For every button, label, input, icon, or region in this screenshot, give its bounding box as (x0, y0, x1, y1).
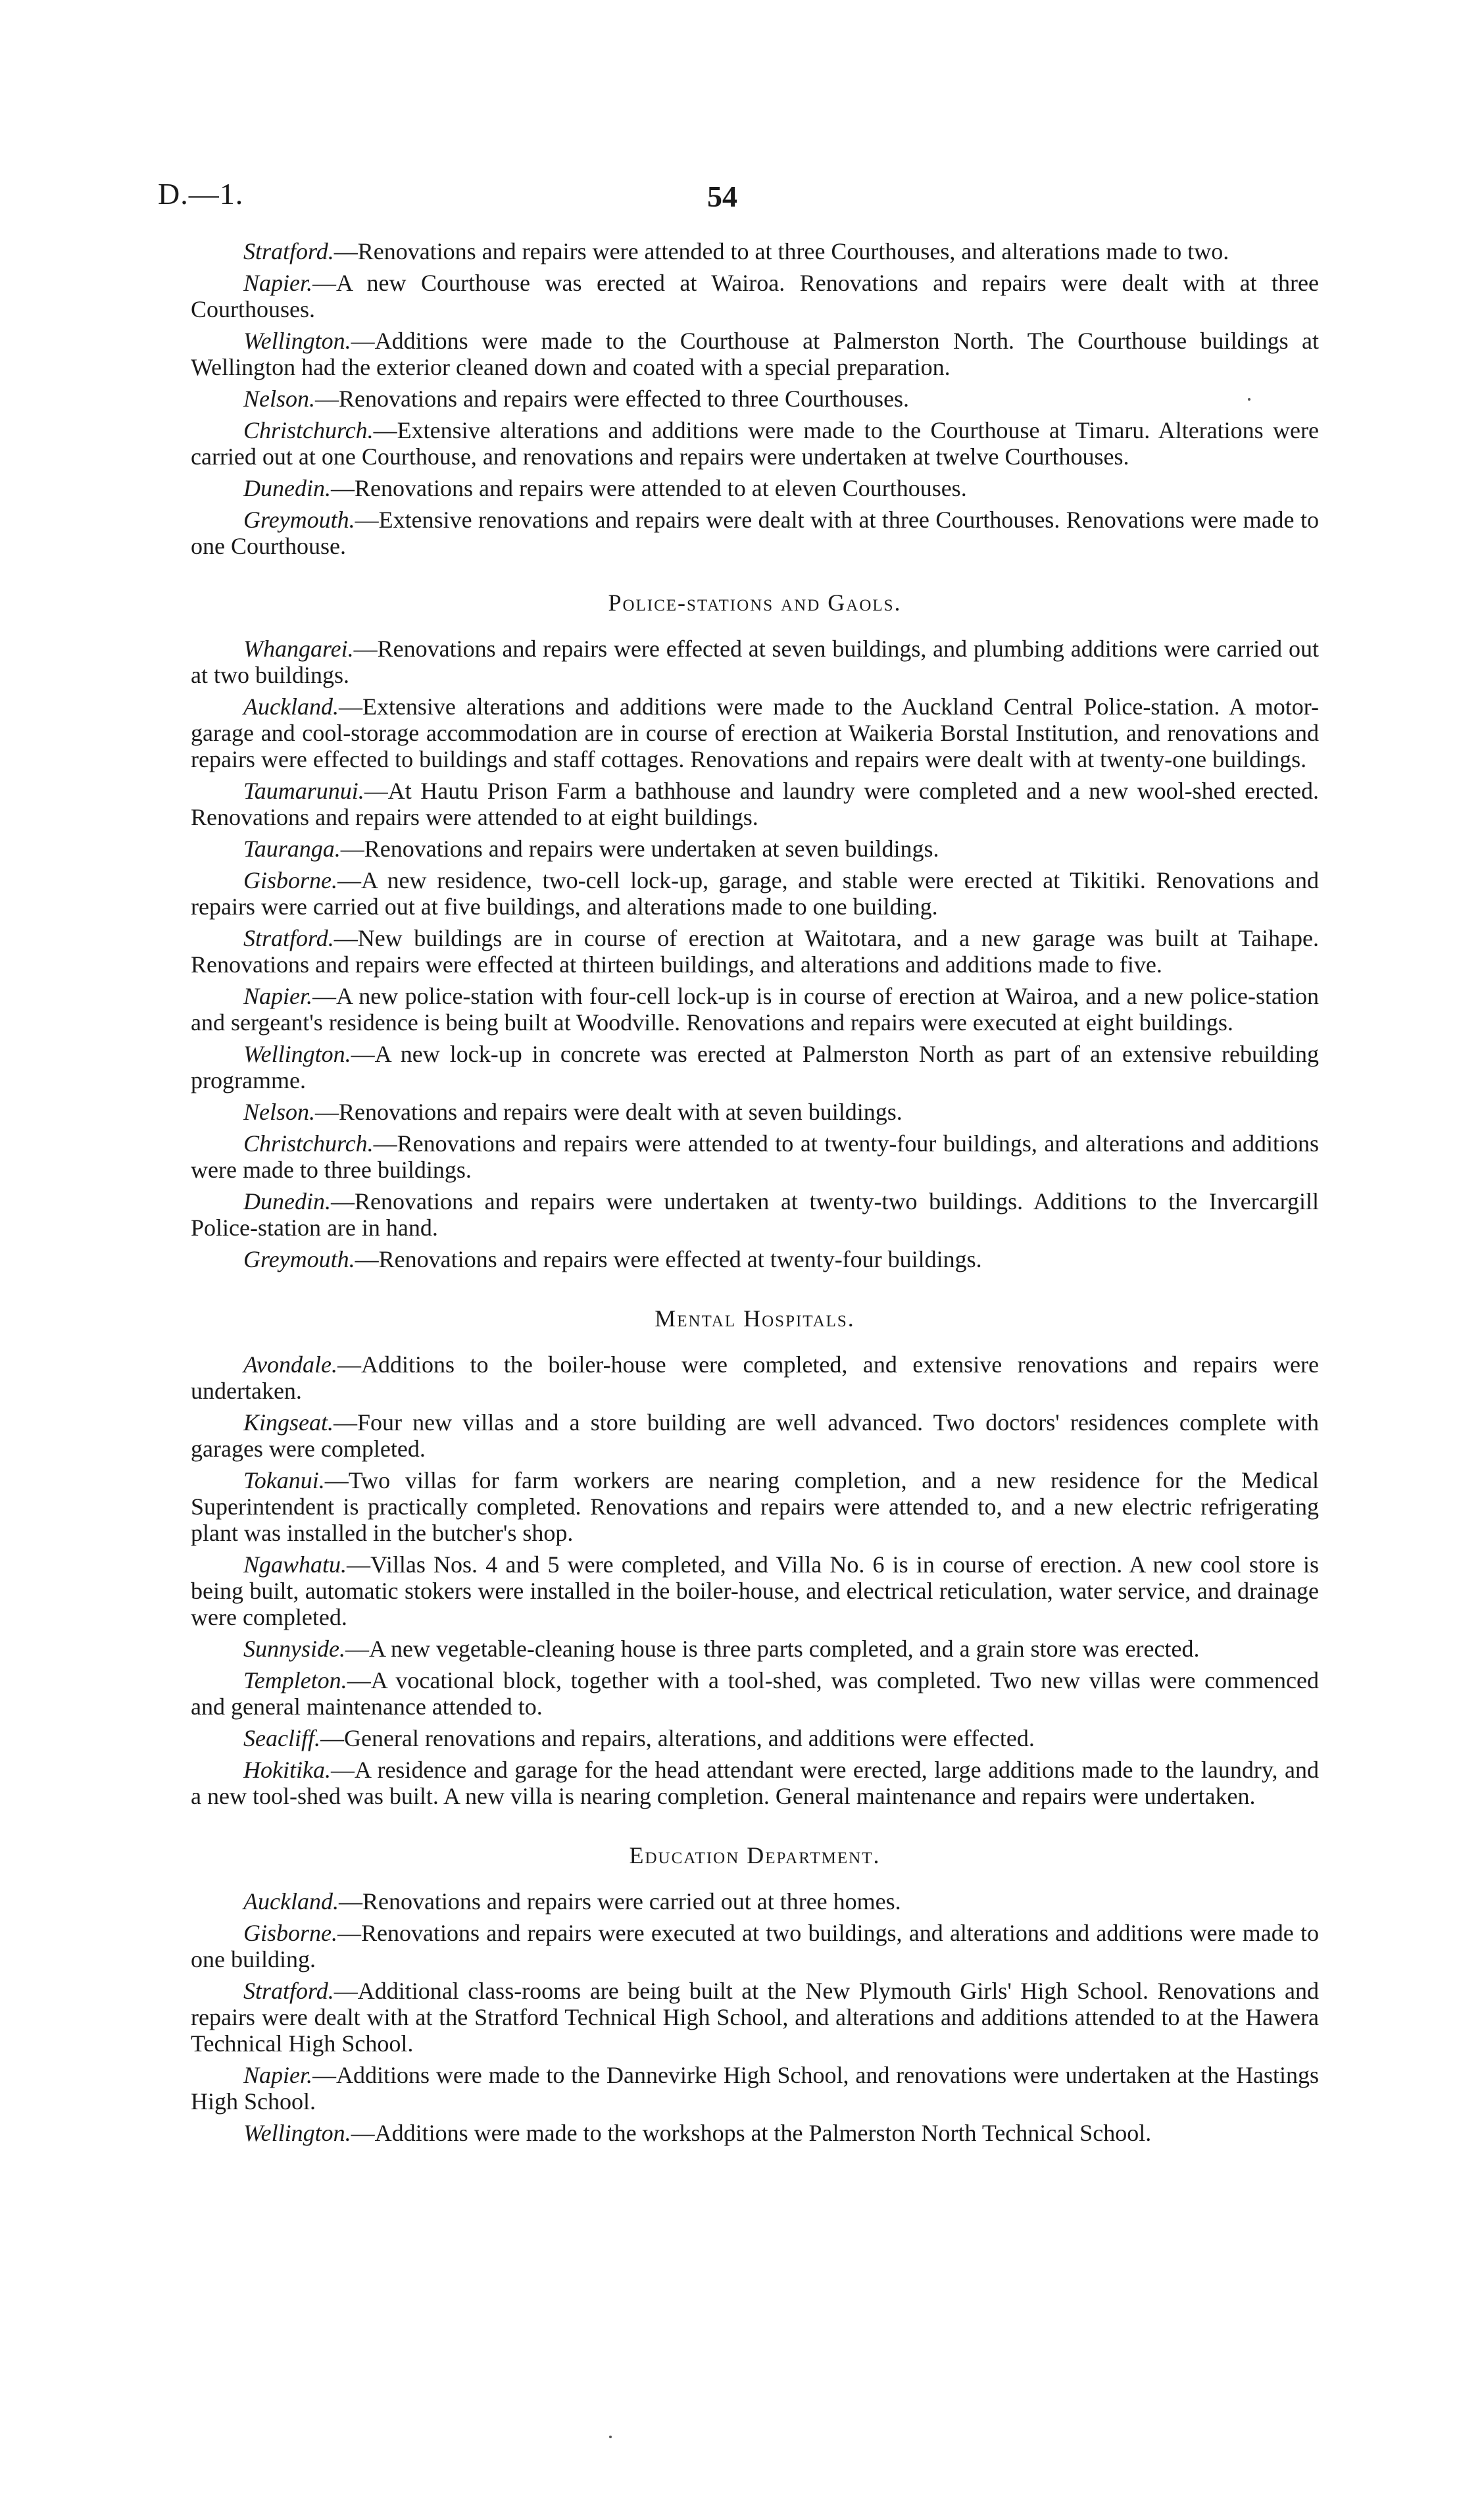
paragraph (191, 386, 1319, 412)
place-name: Nelson. (243, 1099, 316, 1125)
place-name: Taumarunui. (243, 778, 364, 804)
place-name: Auckland. (243, 693, 339, 720)
paragraph (191, 1041, 1319, 1093)
paragraph (191, 693, 1319, 772)
place-name: Ngawhatu. (243, 1551, 347, 1578)
place-name: Seacliff. (243, 1725, 320, 1751)
paragraph (191, 778, 1319, 830)
paragraph-text: —Renovations and repairs were effected at seven buildings, and plumbing additions were carried out at two buildings. (191, 636, 1319, 688)
paragraph-text: —Renovations and repairs were undertaken at twenty-two buildings. Additions to the Invercargill Police-station are in hand. (191, 1188, 1319, 1241)
paragraph-text: —Four new villas and a store building are well advanced. Two doctors' residences complete with garages were completed. (191, 1409, 1319, 1462)
place-name: Nelson. (243, 386, 316, 412)
paragraph (191, 1888, 1319, 1915)
place-name: Dunedin. (243, 1188, 331, 1215)
paragraph-text: —Renovations and repairs were attended to at eleven Courthouses. (330, 475, 967, 501)
paragraph-text: —Additions were made to the Courthouse at Palmerston North. The Courthouse buildings at Wellington had the exterior cleaned down and coated with a special preparation. (191, 328, 1319, 380)
place-name: Tokanui. (243, 1467, 325, 1493)
paragraph (191, 1351, 1319, 1404)
paragraph-text: —Extensive renovations and repairs were dealt with at three Courthouses. Renovations were made to one Courthouse. (191, 507, 1319, 559)
paragraph-text: —Renovations and repairs were attended to at three Courthouses, and alterations made to two. (334, 238, 1229, 264)
section-heading-police: Police-stations and Gaols. (608, 589, 902, 616)
section-heading-mental: Mental Hospitals. (655, 1305, 855, 1332)
paragraph (191, 1725, 1319, 1751)
place-name: Christchurch. (243, 417, 374, 443)
paragraph (191, 1551, 1319, 1630)
paragraph (191, 1130, 1319, 1183)
page-number: 54 (707, 180, 737, 213)
paragraph (191, 1757, 1319, 1809)
place-name: Greymouth. (243, 1246, 355, 1272)
place-name: Dunedin. (243, 475, 331, 501)
paragraph (191, 636, 1319, 688)
paragraph-text: —Renovations and repairs were attended to at twenty-four buildings, and alterations and additions were made to three buildings. (191, 1130, 1319, 1183)
paragraph-text: —Additional class-rooms are being built at the New Plymouth Girls' High School. Renovations and repairs were dealt with at the Stratford Technical High School, and alterations and additions attended to at the Hawera Technical High School. (191, 1978, 1319, 2057)
paragraph-text: —A new residence, two-cell lock-up, garage, and stable were erected at Tikitiki. Renovations and repairs were carried out at five buildings, and alterations made to one building. (191, 867, 1319, 920)
paragraph-text: —A new police-station with four-cell lock-up is in course of erection at Wairoa, and a new police-station and sergeant's residence is being built at Woodville. Renovations and repairs were executed at eight buildings. (191, 983, 1319, 1036)
place-name: Gisborne. (243, 1920, 337, 1946)
paragraph-text: —Additions were made to the Dannevirke High School, and renovations were undertaken at the Hastings High School. (191, 2062, 1319, 2115)
place-name: Gisborne. (243, 867, 337, 893)
paragraph (191, 867, 1319, 920)
paragraph (191, 925, 1319, 978)
place-name: Napier. (243, 270, 313, 296)
paragraph-text: —Extensive alterations and additions were made to the Auckland Central Police-station. A motor-garage and cool-storage accommodation are in course of erection at Waikeria Borstal Institution, and renovations and repairs were effected to buildings and staff cottages. Renovations and repairs were dealt with at twenty-one buildings. (191, 693, 1319, 772)
paragraph (191, 1920, 1319, 1972)
paragraph-text: —A new Courthouse was erected at Wairoa. Renovations and repairs were dealt with at three Courthouses. (191, 270, 1319, 322)
place-name: Napier. (243, 983, 313, 1009)
paragraph (191, 1667, 1319, 1720)
paragraph-text: —Renovations and repairs were executed at two buildings, and alterations and additions were made to one building. (191, 1920, 1319, 1972)
paragraph-text: —Additions to the boiler-house were completed, and extensive renovations and repairs were undertaken. (191, 1351, 1319, 1404)
paragraph-text: —Renovations and repairs were effected at twenty-four buildings. (355, 1246, 982, 1272)
paragraph-text: —Villas Nos. 4 and 5 were completed, and Villa No. 6 is in course of erection. A new cool store is being built, automatic stokers were installed in the boiler-house, and electrical reticulation, water service, and drainage were completed. (191, 1551, 1319, 1630)
paragraph (191, 2120, 1319, 2146)
paragraph (191, 328, 1319, 380)
paragraph (191, 1978, 1319, 2057)
place-name: Avondale. (243, 1351, 337, 1378)
paragraph-text: —A new vegetable-cleaning house is three parts completed, and a grain store was erected. (345, 1636, 1200, 1662)
place-name: Tauranga. (243, 836, 341, 862)
paragraph-text: —Two villas for farm workers are nearing completion, and a new residence for the Medical Superintendent is practically completed. Renovations and repairs were attended to, and a new electric refrigerating plant was installed in the butcher's shop. (191, 1467, 1319, 1546)
paragraph (191, 1409, 1319, 1462)
paragraph-text: —Renovations and repairs were dealt with at seven buildings. (315, 1099, 903, 1125)
paragraph (191, 2062, 1319, 2115)
place-name: Wellington. (243, 1041, 351, 1067)
paragraph-text: —A vocational block, together with a tool-shed, was completed. Two new villas were commenced and general maintenance attended to. (191, 1667, 1319, 1720)
place-name: Stratford. (243, 238, 334, 264)
paragraph-text: —New buildings are in course of erection at Waitotara, and a new garage was built at Taihape. Renovations and repairs were effected at thirteen buildings, and alterations and additions made to five. (191, 925, 1319, 978)
paragraph (191, 270, 1319, 322)
paragraph (191, 1099, 1319, 1125)
paragraph-text: —At Hautu Prison Farm a bathhouse and laundry were completed and a new wool-shed erected. Renovations and repairs were attended to at eight buildings. (191, 778, 1319, 830)
place-name: Christchurch. (243, 1130, 374, 1157)
paragraph (191, 1467, 1319, 1546)
paragraph-text: —Renovations and repairs were carried out at three homes. (338, 1888, 901, 1915)
paragraph (191, 507, 1319, 559)
paragraph-text: —Renovations and repairs were undertaken at seven buildings. (340, 836, 939, 862)
paragraph (191, 238, 1319, 264)
paragraph-text: —Renovations and repairs were effected to three Courthouses. (315, 386, 910, 412)
place-name: Stratford. (243, 1978, 334, 2004)
paragraph (191, 1636, 1319, 1662)
place-name: Auckland. (243, 1888, 339, 1915)
speck (609, 2436, 612, 2438)
place-name: Stratford. (243, 925, 334, 951)
document-reference: D.—1. (158, 177, 244, 211)
place-name: Sunnyside. (243, 1636, 345, 1662)
paragraph (191, 417, 1319, 470)
paragraph-text: —General renovations and repairs, alterations, and additions were effected. (320, 1725, 1035, 1751)
paragraph (191, 475, 1319, 501)
body-text (191, 238, 1319, 2151)
place-name: Kingseat. (243, 1409, 334, 1436)
paragraph (191, 1188, 1319, 1241)
paragraph-text: —Extensive alterations and additions were made to the Courthouse at Timaru. Alterations were carried out at one Courthouse, and renovations and repairs were undertaken at twelve Courthouses. (191, 417, 1319, 470)
paragraph (191, 983, 1319, 1036)
place-name: Greymouth. (243, 507, 355, 533)
place-name: Whangarei. (243, 636, 354, 662)
place-name: Napier. (243, 2062, 313, 2088)
place-name: Wellington. (243, 2120, 351, 2146)
section-heading-education: Education Department. (629, 1842, 881, 1868)
paragraph-text: —Additions were made to the workshops at the Palmerston North Technical School. (351, 2120, 1152, 2146)
place-name: Hokitika. (243, 1757, 331, 1783)
place-name: Templeton. (243, 1667, 347, 1693)
place-name: Wellington. (243, 328, 351, 354)
paragraph (191, 836, 1319, 862)
paragraph (191, 1246, 1319, 1272)
paragraph-text: —A residence and garage for the head attendant were erected, large additions made to the laundry, and a new tool-shed was built. A new villa is nearing completion. General maintenance and repairs were undertaken. (191, 1757, 1319, 1809)
paragraph-text: —A new lock-up in concrete was erected at Palmerston North as part of an extensive rebuilding programme. (191, 1041, 1319, 1093)
